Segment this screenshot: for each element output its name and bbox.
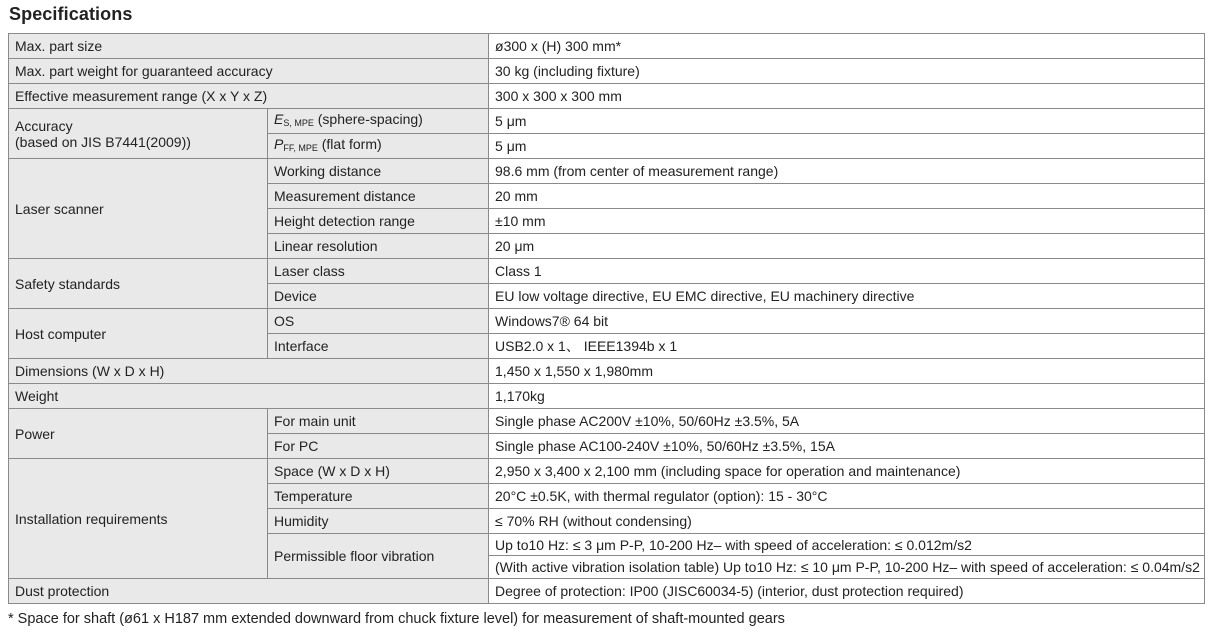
sub-label: Temperature: [268, 484, 489, 509]
es-subscript: S, MPE: [283, 118, 314, 128]
spec-table: [8, 33, 1205, 604]
table-row: [9, 579, 1205, 604]
row-value: ±10 mm: [489, 209, 1205, 234]
row-label: Dimensions (W x D x H): [9, 359, 489, 384]
sub-label: Measurement distance: [268, 184, 489, 209]
table-row: [9, 359, 1205, 384]
table-row: [9, 384, 1205, 409]
sub-label: Humidity: [268, 509, 489, 534]
page-title: Specifications: [9, 4, 133, 24]
table-row: [9, 159, 1205, 184]
row-value: Up to10 Hz: ≤ 3 μm P-P, 10-200 Hz– with speed of acceleration: ≤ 0.012m/s2: [489, 534, 1205, 556]
group-label-installation: Installation requirements: [9, 459, 268, 579]
pff-subscript: FF, MPE: [283, 143, 318, 153]
pff-suffix: (flat form): [317, 136, 382, 152]
footnote: * Space for shaft (ø61 x H187 mm extended downward from chuck fixture level) for measurement of shaft-mounted gears: [8, 611, 785, 627]
row-value: Degree of protection: IP00 (JISC60034-5) (interior, dust protection required): [489, 579, 1205, 604]
sub-label: For PC: [268, 434, 489, 459]
sub-label: Working distance: [268, 159, 489, 184]
sub-label: OS: [268, 309, 489, 334]
table-row: [9, 34, 1205, 59]
sub-label: [268, 134, 489, 159]
sub-label: Height detection range: [268, 209, 489, 234]
row-value: Windows7® 64 bit: [489, 309, 1205, 334]
table-row: [9, 259, 1205, 284]
sub-label: [268, 109, 489, 134]
sub-label: Interface: [268, 334, 489, 359]
row-value: 2,950 x 3,400 x 2,100 mm (including space for operation and maintenance): [489, 459, 1205, 484]
row-value: 20 mm: [489, 184, 1205, 209]
sub-label: For main unit: [268, 409, 489, 434]
row-label: Effective measurement range (X x Y x Z): [9, 84, 489, 109]
sub-label: Laser class: [268, 259, 489, 284]
row-value: 30 kg (including fixture): [489, 59, 1205, 84]
sub-label: Device: [268, 284, 489, 309]
es-suffix: (sphere-spacing): [313, 111, 423, 127]
row-value: 5 μm: [489, 134, 1205, 159]
row-value: 20°C ±0.5K, with thermal regulator (option): 15 - 30°C: [489, 484, 1205, 509]
table-row: [9, 59, 1205, 84]
row-value: 1,450 x 1,550 x 1,980mm: [489, 359, 1205, 384]
group-label-laser-scanner: Laser scanner: [9, 159, 268, 259]
sub-label: Permissible floor vibration: [268, 534, 489, 579]
row-value: 300 x 300 x 300 mm: [489, 84, 1205, 109]
row-label: Max. part size: [9, 34, 489, 59]
row-label: Dust protection: [9, 579, 489, 604]
row-value: 1,170kg: [489, 384, 1205, 409]
table-row: [9, 459, 1205, 484]
table-row: [9, 109, 1205, 134]
row-value: (With active vibration isolation table) Up to10 Hz: ≤ 10 μm P-P, 10-200 Hz– with speed of acceleration: ≤ 0.04m/s2: [489, 556, 1205, 579]
es-symbol: E: [274, 111, 284, 127]
group-label-power: Power: [9, 409, 268, 459]
group-label-host: Host computer: [9, 309, 268, 359]
row-value: 98.6 mm (from center of measurement range): [489, 159, 1205, 184]
table-row: [9, 84, 1205, 109]
pff-symbol: P: [274, 136, 284, 152]
row-label: Max. part weight for guaranteed accuracy: [9, 59, 489, 84]
accuracy-label-line2: (based on JIS B7441(2009)): [15, 133, 191, 150]
group-label-safety: Safety standards: [9, 259, 268, 309]
row-value: Single phase AC100-240V ±10%, 50/60Hz ±3.5%, 15A: [489, 434, 1205, 459]
row-value: 5 μm: [489, 109, 1205, 134]
row-value: ø300 x (H) 300 mm*: [489, 34, 1205, 59]
accuracy-label-line1: Accuracy: [15, 117, 73, 134]
row-label: Weight: [9, 384, 489, 409]
group-label-accuracy: [9, 109, 268, 159]
sub-label: Space (W x D x H): [268, 459, 489, 484]
row-value: 20 μm: [489, 234, 1205, 259]
row-value: EU low voltage directive, EU EMC directive, EU machinery directive: [489, 284, 1205, 309]
row-value: ≤ 70% RH (without condensing): [489, 509, 1205, 534]
table-row: [9, 409, 1205, 434]
sub-label: Linear resolution: [268, 234, 489, 259]
row-value: Class 1: [489, 259, 1205, 284]
row-value: USB2.0 x 1、 IEEE1394b x 1: [489, 334, 1205, 359]
row-value: Single phase AC200V ±10%, 50/60Hz ±3.5%, 5A: [489, 409, 1205, 434]
table-row: [9, 309, 1205, 334]
